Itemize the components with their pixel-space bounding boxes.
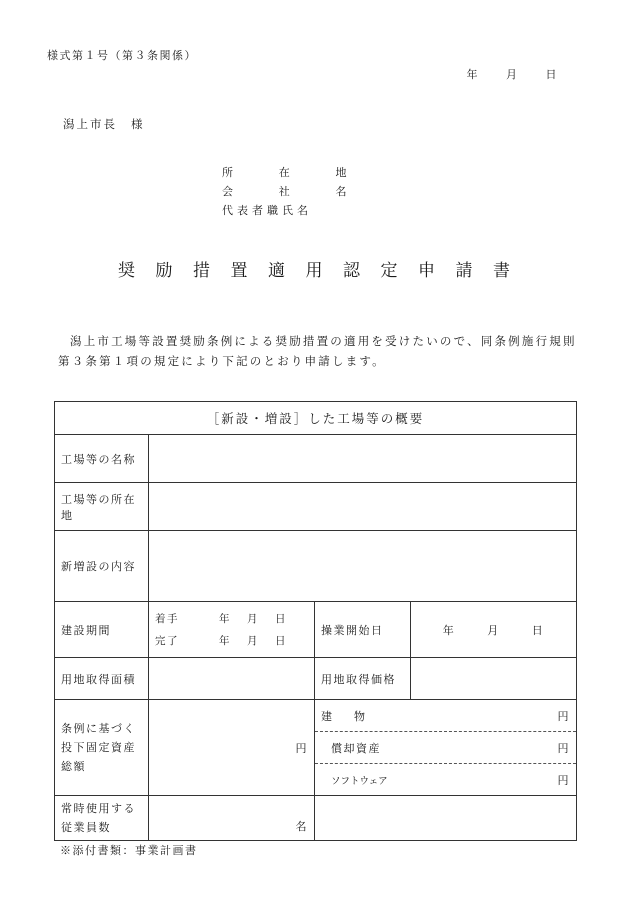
depreciable-asset-row[interactable] bbox=[315, 732, 576, 764]
fixed-asset-yen: 円 bbox=[295, 741, 308, 755]
building-row[interactable] bbox=[315, 700, 576, 732]
title-char: 請 bbox=[455, 261, 473, 281]
applicant-block bbox=[222, 164, 348, 221]
factory-name-field[interactable] bbox=[149, 435, 577, 483]
fixed-asset-total-field[interactable] bbox=[149, 700, 315, 796]
document-title bbox=[118, 256, 510, 281]
application-statement: 潟上市工場等設置奨励条例による奨励措置の適用を受けたいので、同条例施行規則第３条第１項の規定により下記のとおり申請します。 bbox=[58, 334, 577, 368]
land-price-label: 用地取得価格 bbox=[315, 658, 411, 700]
employees-field[interactable] bbox=[149, 796, 315, 841]
title-char: 措 bbox=[193, 261, 210, 281]
title-char: 書 bbox=[493, 261, 510, 281]
land-price-field[interactable] bbox=[411, 658, 577, 700]
factory-location-field[interactable] bbox=[149, 483, 577, 531]
fixed-asset-total-label: 条例に基づく投下固定資産総額 bbox=[55, 700, 149, 796]
applicant-representative-label: 代表者職氏名 bbox=[222, 204, 312, 217]
employees-unit: 名 bbox=[295, 820, 308, 833]
building-label: 建 物 bbox=[321, 709, 365, 723]
addressee bbox=[63, 116, 145, 132]
start-label: 着手 bbox=[155, 612, 179, 625]
building-yen: 円 bbox=[557, 709, 571, 723]
title-char: 置 bbox=[230, 261, 248, 281]
asset-breakdown bbox=[315, 700, 577, 796]
software-row[interactable] bbox=[315, 764, 576, 795]
expansion-content-field[interactable] bbox=[149, 531, 577, 602]
addressee-honorific: 様 bbox=[131, 117, 145, 131]
title-char: 申 bbox=[418, 261, 435, 281]
table-heading: ［新設・増設］した工場等の概要 bbox=[55, 402, 577, 435]
title-char: 認 bbox=[343, 261, 360, 281]
date-year: 年 bbox=[466, 68, 479, 81]
date-day: 日 bbox=[545, 68, 558, 81]
construction-period-field[interactable] bbox=[149, 602, 315, 658]
software-label: ソフトウェア bbox=[331, 775, 388, 787]
submission-date bbox=[445, 66, 559, 82]
applicant-address-label: 所 在 地 bbox=[222, 166, 348, 179]
employees-label: 常時使用する従業員数 bbox=[55, 796, 149, 841]
form-number: 様式第１号（第３条関係） bbox=[47, 49, 197, 62]
title-char: 奨 bbox=[118, 261, 135, 281]
land-area-label: 用地取得面積 bbox=[55, 658, 149, 700]
depreciable-asset-yen: 円 bbox=[557, 741, 571, 755]
factory-location-label: 工場等の所在地 bbox=[55, 483, 149, 531]
software-yen: 円 bbox=[557, 773, 571, 787]
end-label: 完了 bbox=[155, 634, 179, 647]
expansion-content-label: 新増設の内容 bbox=[55, 531, 149, 602]
facility-overview-table bbox=[54, 401, 577, 841]
employees-extra-field[interactable] bbox=[315, 796, 577, 841]
addressee-name: 潟上市長 bbox=[63, 117, 117, 131]
title-char: 定 bbox=[380, 261, 398, 281]
end-date: 年 月 日 bbox=[219, 634, 287, 647]
land-area-field[interactable] bbox=[149, 658, 315, 700]
applicant-company-label: 会 社 名 bbox=[222, 185, 348, 198]
operation-start-label: 操業開始日 bbox=[315, 602, 411, 658]
operation-start-field[interactable]: 年 月 日 bbox=[411, 602, 577, 658]
date-month: 月 bbox=[506, 68, 519, 81]
factory-name-label: 工場等の名称 bbox=[55, 435, 149, 483]
construction-period-label: 建設期間 bbox=[55, 602, 149, 658]
attachment-note: ※添付書類：事業計画書 bbox=[60, 844, 198, 857]
title-char: 適 bbox=[268, 261, 285, 281]
start-date: 年 月 日 bbox=[219, 612, 287, 625]
depreciable-asset-label: 償却資産 bbox=[331, 741, 381, 755]
title-char: 用 bbox=[305, 261, 323, 281]
title-char: 励 bbox=[155, 261, 173, 281]
